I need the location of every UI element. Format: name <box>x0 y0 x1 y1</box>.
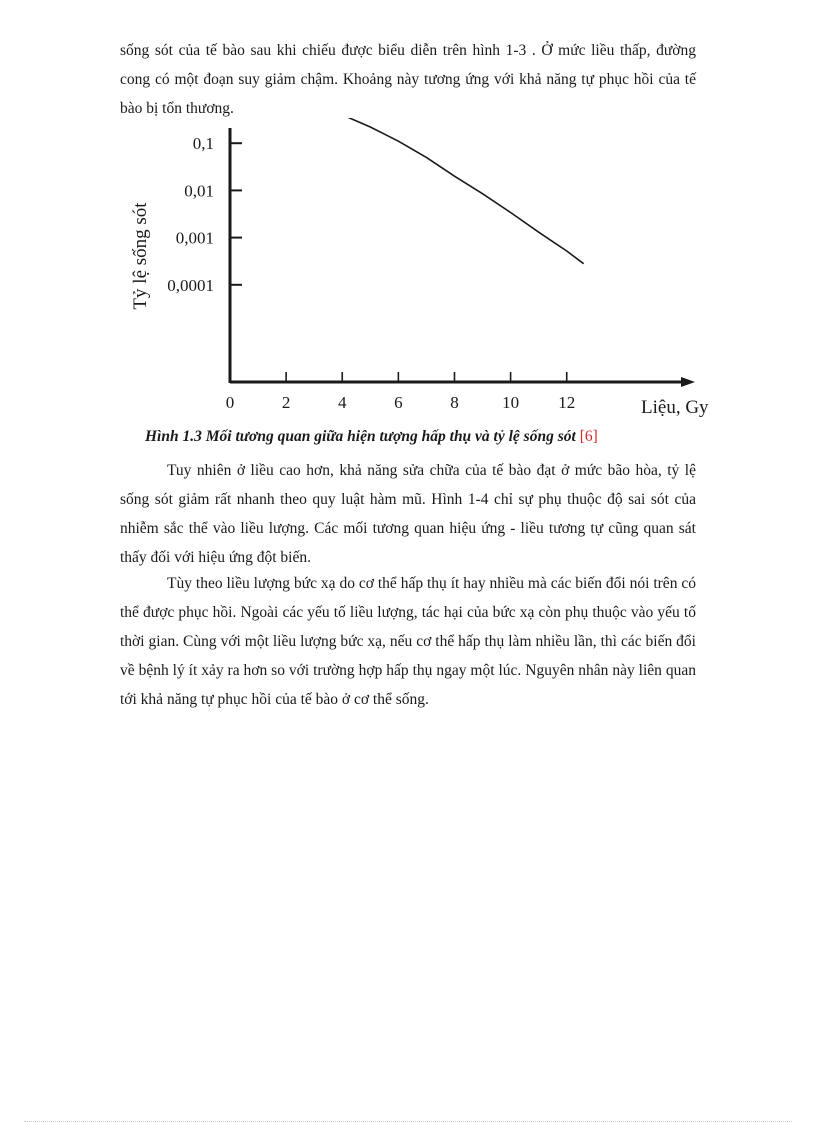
x-tick-label: 4 <box>337 393 347 412</box>
x-tick-label: 2 <box>281 393 291 412</box>
x-axis-title: Liệu, Gy <box>641 397 709 418</box>
page-bottom-divider <box>24 1121 792 1122</box>
paragraph-time-factor: Tùy theo liều lượng bức xạ do cơ thể hấp thụ ít hay nhiều mà các biến đổi nói trên có thể được phục hồi. Ngoài các yếu tố liều lượng, tác hại của bức xạ còn phụ thuộc vào yếu tố thời gian. Cùng với một liều lượng bức xạ, nếu cơ thể hấp thụ làm nhiều lần, thì các biến đổi về bệnh lý ít xảy ra hơn so với trường hợp hấp thụ ngay một lúc. Nguyên nhân này liên quan tới khả năng tự phục hồi của tế bào ở cơ thể sống. <box>120 575 696 708</box>
y-tick-label: 0,001 <box>175 228 214 248</box>
paragraph-saturation: Tuy nhiên ở liều cao hơn, khả năng sửa chữa của tế bào đạt ở mức bão hòa, tỷ lệ sống sót giảm rất nhanh theo quy luật hàm mũ. Hình 1-4 chỉ sự phụ thuộc độ sai sót của nhiễm sắc thể vào liều lượng. Các mối tương quan hiệu ứng - liều tương tự cũng quan sát thấy đối với hiệu ứng đột biến. <box>120 462 696 566</box>
y-tick-label: 0,01 <box>184 181 214 201</box>
survival-curve <box>230 118 584 264</box>
x-tick-label: 6 <box>394 393 403 412</box>
x-axis-arrow <box>681 377 695 387</box>
x-tick-group <box>226 372 575 412</box>
survival-chart <box>118 118 728 424</box>
caption-text: Hình 1.3 Mối tương quan giữa hiện tượng hấp thụ và tỷ lệ sống sót <box>145 428 576 445</box>
figure-caption <box>145 428 598 446</box>
x-tick-label: 8 <box>450 393 459 412</box>
y-tick-label: 0,1 <box>192 134 214 154</box>
caption-reference: [6] <box>579 428 598 445</box>
chart-canvas <box>118 118 728 424</box>
y-axis-title: Tỷ lệ sống sót <box>130 202 151 310</box>
y-tick-label: 0,0001 <box>167 275 214 295</box>
x-tick-label: 10 <box>502 393 520 412</box>
x-tick-label: 0 <box>225 393 235 412</box>
paragraph-intro: sống sót của tế bào sau khi chiếu được biểu diễn trên hình 1-3 . Ở mức liều thấp, đường cong có một đoạn suy giảm chậm. Khoảng này tương ứng với khả năng tự phục hồi của tế bào bị tổn thương. <box>120 42 696 117</box>
x-tick-label: 12 <box>558 393 576 412</box>
